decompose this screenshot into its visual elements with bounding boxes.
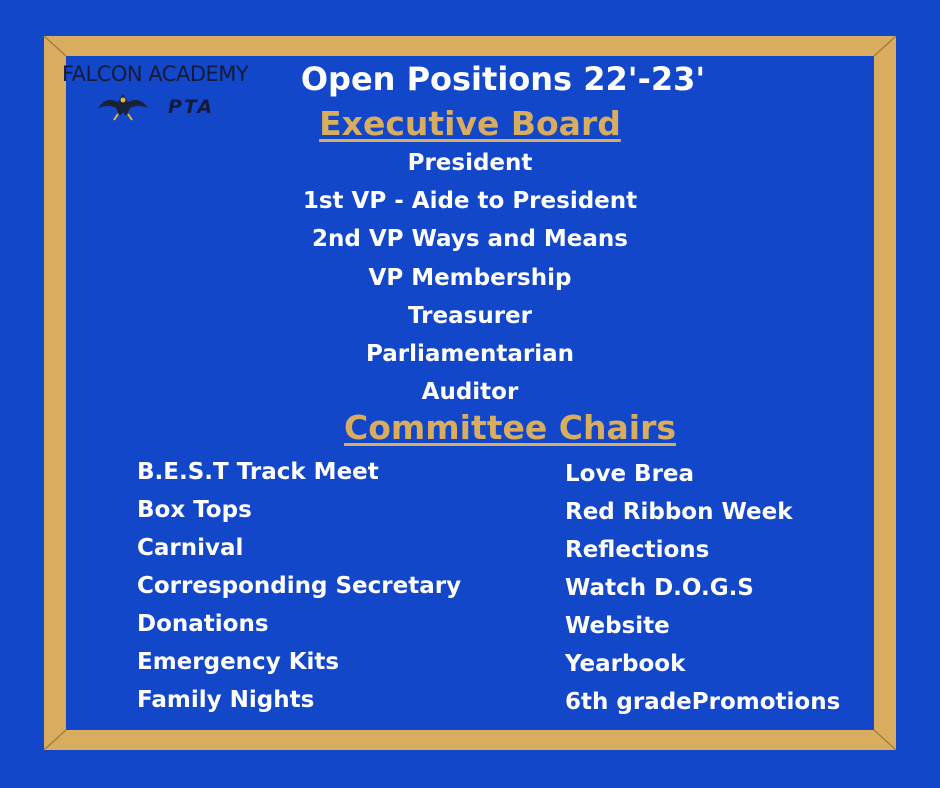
committee-chair-item: Yearbook — [565, 651, 686, 677]
exec-position: VP Membership — [368, 264, 572, 291]
exec-position: President — [407, 150, 533, 176]
committee-chair-item: Donations — [137, 611, 269, 637]
frame-top — [44, 36, 896, 56]
committee-chairs-right-column — [565, 458, 840, 724]
executive-board-heading: Executive Board — [319, 104, 621, 143]
logo-text-pta: PTA — [168, 96, 215, 118]
committee-chair-item: Website — [565, 613, 670, 639]
committee-chair-item: Red Ribbon Week — [565, 499, 793, 525]
committee-chairs-heading: Committee Chairs — [344, 408, 676, 447]
logo-text-falcon-academy: FALCON ACADEMY — [62, 62, 249, 86]
committee-chairs-left-column — [137, 456, 461, 722]
page-title: Open Positions 22'-23' — [300, 60, 706, 98]
committee-chair-item: Love Brea — [565, 461, 695, 487]
exec-position: 1st VP - Aide to President — [302, 188, 638, 215]
committee-chair-item: Reflections — [565, 537, 710, 563]
exec-position: Treasurer — [408, 302, 532, 329]
executive-board-list — [0, 147, 940, 414]
committee-chair-item: 6th gradePromotions — [565, 689, 841, 715]
exec-position: Parliamentarian — [366, 340, 574, 367]
committee-chair-item: Family Nights — [137, 687, 315, 713]
committee-chair-item: Emergency Kits — [137, 649, 340, 675]
exec-position: Auditor — [421, 379, 519, 406]
committee-chair-item: Watch D.O.G.S — [565, 575, 754, 601]
committee-chair-item: Box Tops — [137, 497, 252, 523]
exec-position: 2nd VP Ways and Means — [311, 226, 628, 253]
committee-chair-item: B.E.S.T Track Meet — [137, 459, 379, 485]
committee-chair-item: Carnival — [137, 535, 244, 561]
committee-chair-item: Corresponding Secretary — [137, 573, 462, 599]
frame-bottom — [44, 730, 896, 750]
